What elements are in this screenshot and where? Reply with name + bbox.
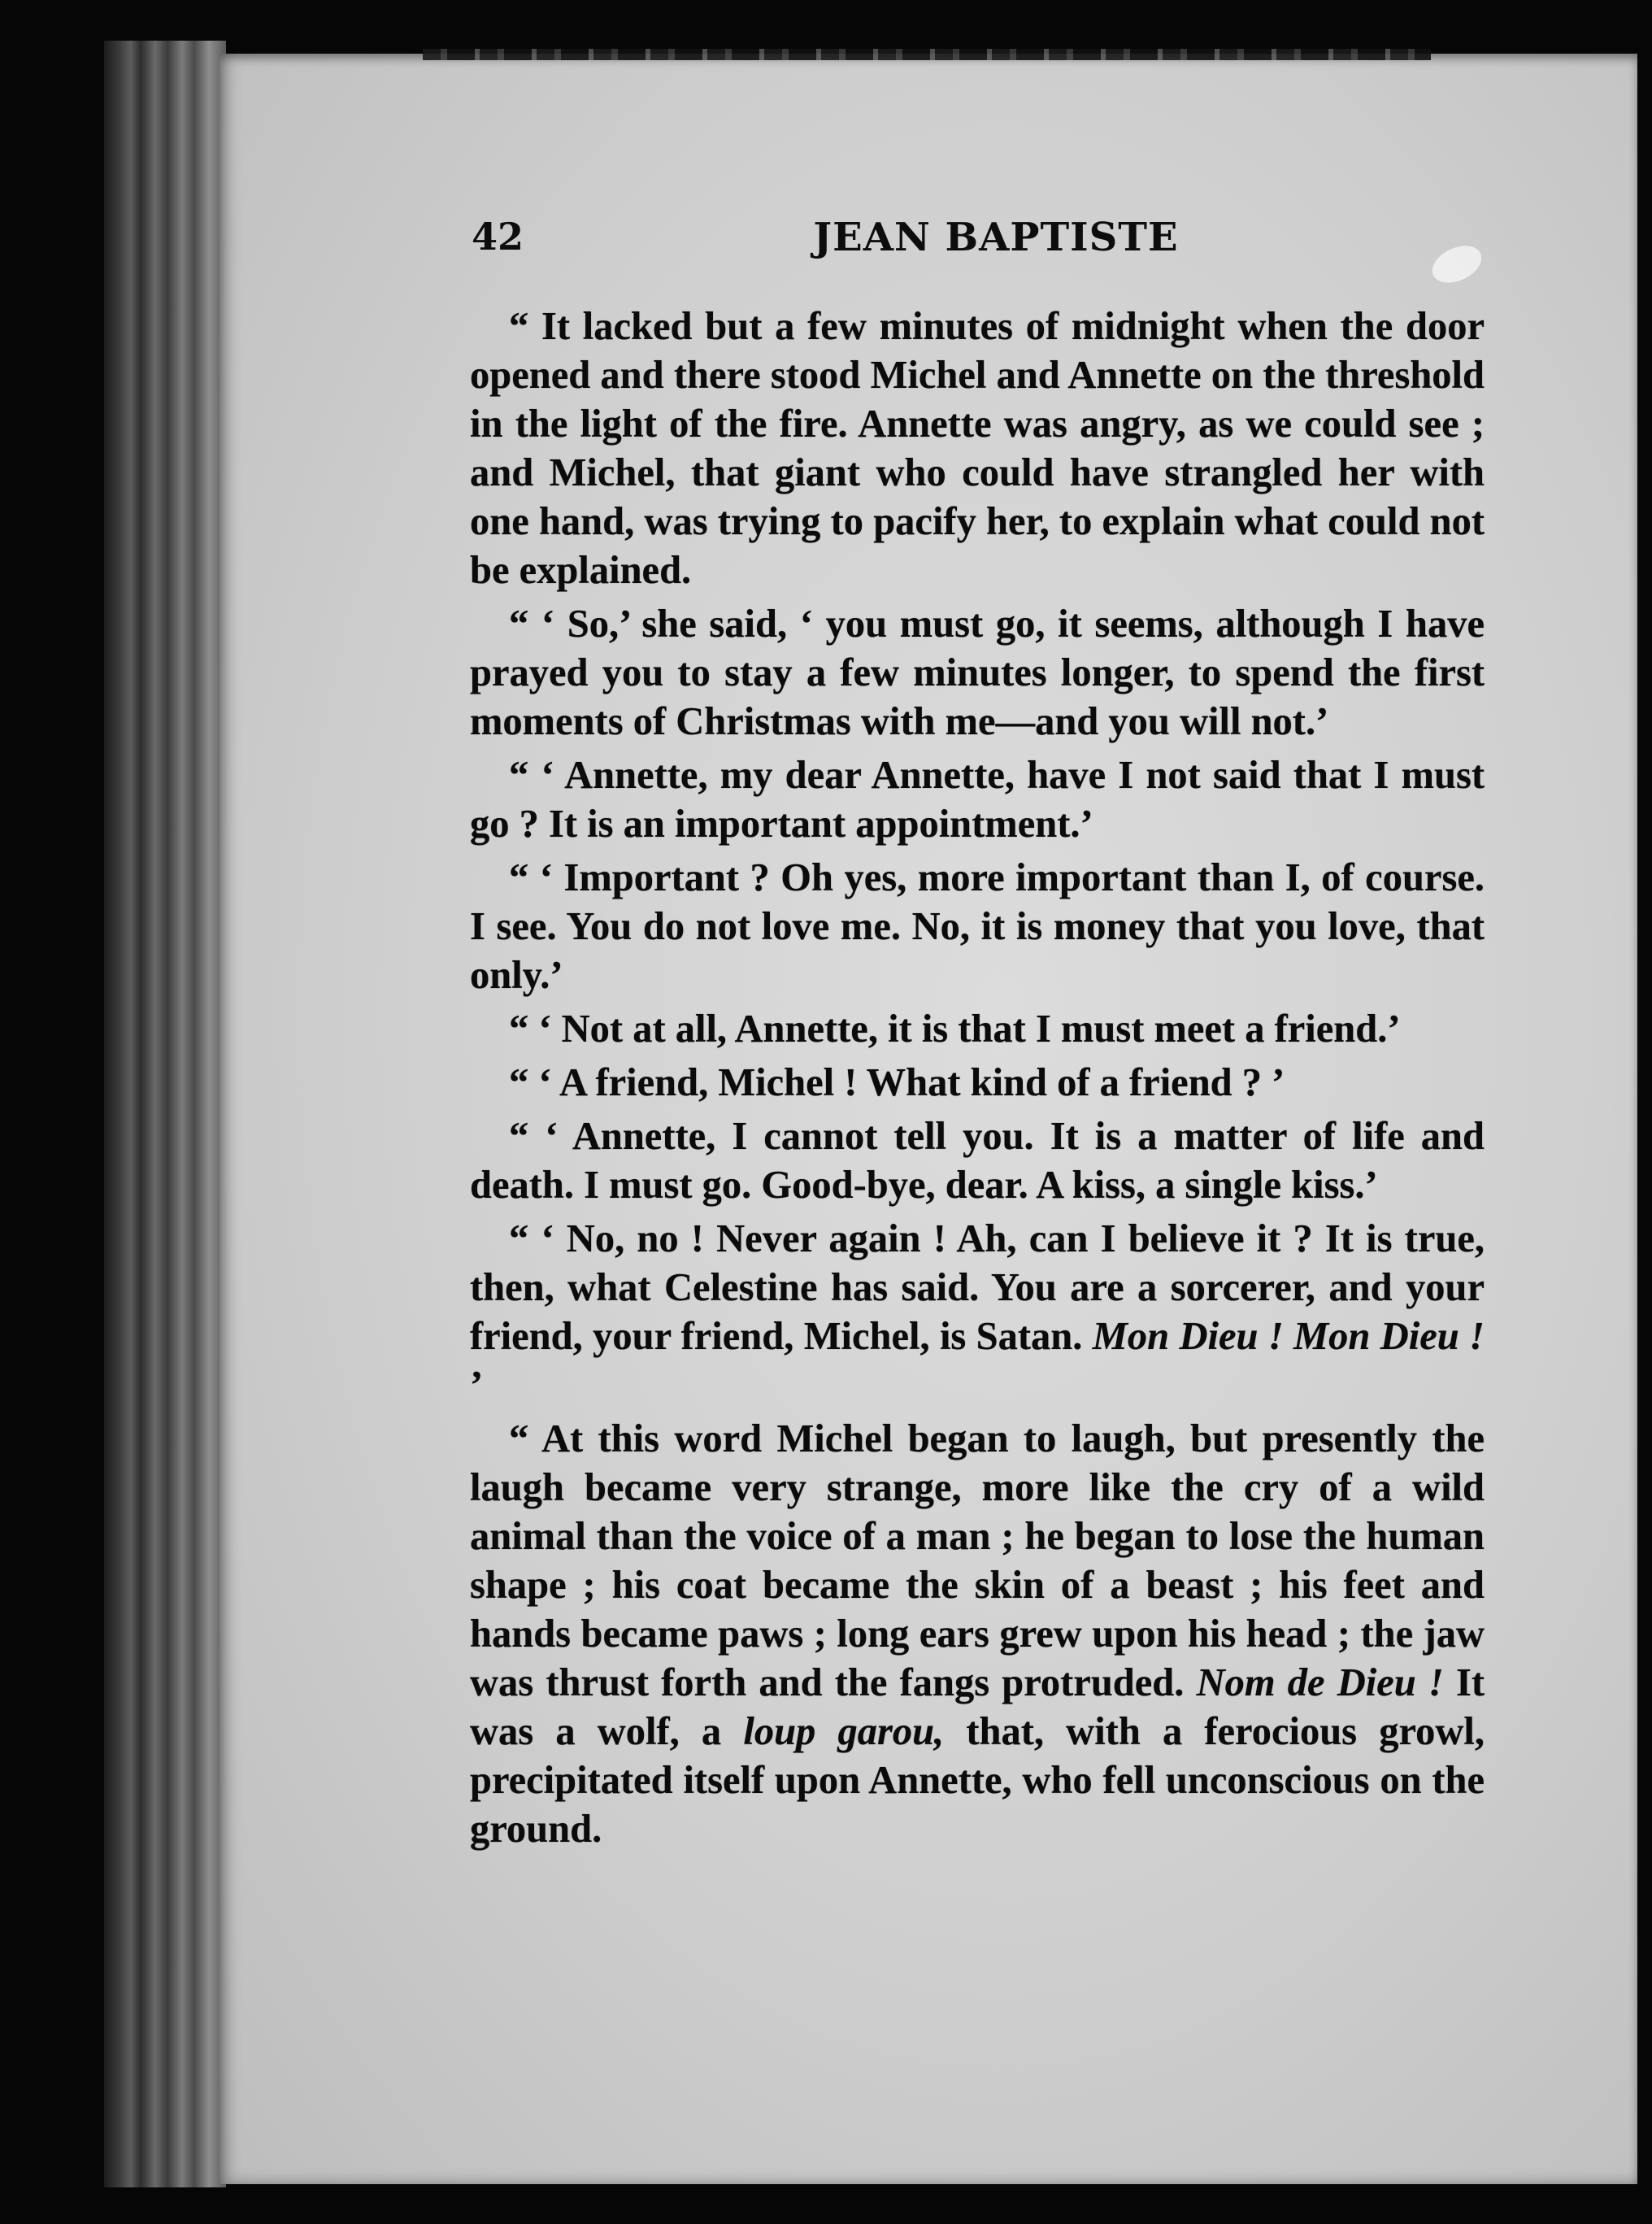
paragraph-text: It was a wolf, a	[470, 1661, 1485, 1753]
paragraph-9	[470, 1415, 1485, 1854]
running-head	[472, 195, 1480, 268]
paragraph-5	[470, 1005, 1485, 1054]
paragraph-3	[470, 751, 1485, 849]
page-number: 42	[472, 215, 524, 259]
paragraph-text: “ ‘ Annette, my dear Annette, have I not said that I must go ? It is an important appointment.’	[470, 754, 1485, 846]
paragraph-8	[470, 1215, 1485, 1410]
paragraph-text: “ ‘ No, no ! Never again ! Ah, can I believe it ? It is true, then, what Celestine has said. You are a sorcerer, and your friend, your friend, Michel, is Satan.	[470, 1217, 1485, 1358]
paragraph-7	[470, 1112, 1485, 1210]
paragraph-1	[470, 302, 1485, 595]
body-text	[470, 302, 1485, 1854]
book-page-edges	[104, 41, 226, 2187]
paragraph-text: “ It lacked but a few minutes of midnight when the door opened and there stood Michel and Annette on the threshold in the light of the fire. Annette was angry, as we could see ; and Michel, that giant who could have strangled her with one hand, was trying to pacify her, to explain what could not be explained.	[470, 305, 1485, 592]
paragraph-4	[470, 854, 1485, 1000]
paragraph-text: “ ‘ Not at all, Annette, it is that I must meet a friend.’	[509, 1008, 1401, 1051]
paragraph-text: ’	[470, 1364, 484, 1407]
paragraph-text: “ ‘ Important ? Oh yes, more important than I, of course. I see. You do not love me. No, it is money that you love, that only.’	[470, 856, 1485, 997]
italic-phrase: loup garou,	[743, 1710, 945, 1753]
paragraph-text: “ ‘ So,’ she said, ‘ you must go, it seems, although I have prayed you to stay a few minutes longer, to spend the first moments of Christmas with me—and you will not.’	[470, 603, 1485, 743]
running-title: JEAN BAPTISTE	[813, 215, 1179, 260]
paragraph-text: that, with a ferocious growl, precipitated itself upon Annette, who fell unconscious on the ground.	[470, 1710, 1485, 1851]
paragraph-text: “ At this word Michel began to laugh, but presently the laugh became very strange, more like the cry of a wild animal than the voice of a man ; he began to lose the human shape ; his coat became the skin of a beast ; his feet and hands became paws ; long ears grew upon his head ; the jaw was thrust forth and the fangs protruded.	[470, 1417, 1485, 1704]
paragraph-2	[470, 600, 1485, 746]
paragraph-text: “ ‘ A friend, Michel ! What kind of a friend ? ’	[509, 1061, 1285, 1104]
italic-phrase: Nom de Dieu !	[1196, 1661, 1444, 1704]
italic-phrase: Mon Dieu ! Mon Dieu !	[1092, 1315, 1485, 1358]
paragraph-text: “ ‘ Annette, I cannot tell you. It is a matter of life and death. I must go. Good-bye, dear. A kiss, a single kiss.’	[470, 1115, 1485, 1207]
paragraph-6	[470, 1059, 1485, 1108]
cropped-previous-line	[423, 49, 1431, 60]
